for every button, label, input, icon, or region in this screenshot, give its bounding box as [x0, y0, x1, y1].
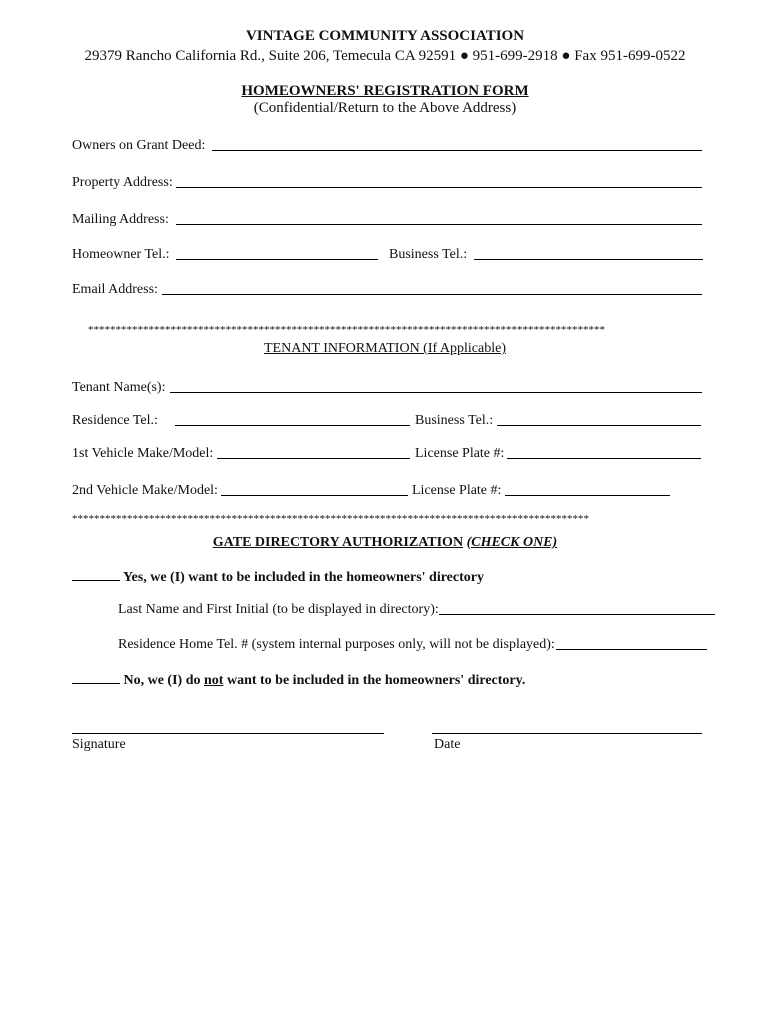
tenant-business-tel-label: Business Tel.: — [415, 413, 494, 428]
residence-tel-field[interactable] — [175, 425, 410, 426]
yes-option-label: Yes, we (I) want to be included in the homeowners' directory — [122, 570, 484, 585]
mailing-address-field[interactable] — [176, 224, 702, 225]
tenant-business-tel-field[interactable] — [497, 425, 701, 426]
vehicle2-field[interactable] — [221, 495, 408, 496]
residence-home-tel-field[interactable] — [556, 649, 707, 650]
email-address-label: Email Address: — [72, 282, 158, 297]
gate-heading-note: (CHECK ONE) — [466, 535, 558, 550]
date-field[interactable] — [432, 733, 702, 734]
org-address-line: 29379 Rancho California Rd., Suite 206, Temecula CA 92591 ● 951-699-2918 ● Fax 951-699-0522 — [84, 48, 686, 64]
email-address-field[interactable] — [162, 294, 702, 295]
vehicle2-label: 2nd Vehicle Make/Model: — [72, 483, 218, 498]
form-subtitle: (Confidential/Return to the Above Address) — [253, 100, 517, 116]
property-address-field[interactable] — [176, 187, 702, 188]
tenant-names-label: Tenant Name(s): — [72, 380, 166, 395]
plate1-field[interactable] — [507, 458, 701, 459]
no-check-blank[interactable] — [72, 671, 120, 684]
homeowner-tel-label: Homeowner Tel.: — [72, 247, 170, 262]
owners-on-grant-deed-field[interactable] — [212, 150, 702, 151]
vehicle1-label: 1st Vehicle Make/Model: — [72, 446, 214, 461]
plate1-label: License Plate #: — [415, 446, 505, 461]
residence-tel-label: Residence Tel.: — [72, 413, 158, 428]
no-option-suffix: want to be included in the homeowners' directory. — [226, 673, 526, 688]
separator-stars-1: ********************************************************************************************** — [88, 324, 605, 336]
owner-business-tel-label: Business Tel.: — [389, 247, 468, 262]
separator-stars-2: ********************************************************************************************** — [72, 513, 589, 525]
owners-on-grant-deed-label: Owners on Grant Deed: — [72, 138, 206, 153]
property-address-label: Property Address: — [72, 175, 173, 190]
vehicle1-field[interactable] — [217, 458, 410, 459]
gate-heading: GATE DIRECTORY AUTHORIZATION — [212, 535, 464, 550]
owner-business-tel-field[interactable] — [474, 259, 703, 260]
yes-check-blank[interactable] — [72, 568, 120, 581]
form-title: HOMEOWNERS' REGISTRATION FORM — [241, 83, 529, 99]
tenant-heading: TENANT INFORMATION (If Applicable) — [264, 341, 506, 356]
plate2-label: License Plate #: — [412, 483, 502, 498]
residence-home-tel-label: Residence Home Tel. # (system internal purposes only, will not be displayed): — [118, 637, 555, 652]
no-option-emphasis: not — [204, 673, 224, 688]
org-name: VINTAGE COMMUNITY ASSOCIATION — [245, 28, 525, 44]
mailing-address-label: Mailing Address: — [72, 212, 169, 227]
plate2-field[interactable] — [505, 495, 670, 496]
no-option-prefix: No, we (I) do — [123, 673, 201, 688]
tenant-names-field[interactable] — [170, 392, 702, 393]
date-label: Date — [434, 737, 461, 752]
last-name-initial-label: Last Name and First Initial (to be displayed in directory): — [118, 602, 439, 617]
homeowner-tel-field[interactable] — [176, 259, 378, 260]
signature-label: Signature — [72, 737, 126, 752]
signature-field[interactable] — [72, 733, 384, 734]
last-name-initial-field[interactable] — [439, 614, 715, 615]
